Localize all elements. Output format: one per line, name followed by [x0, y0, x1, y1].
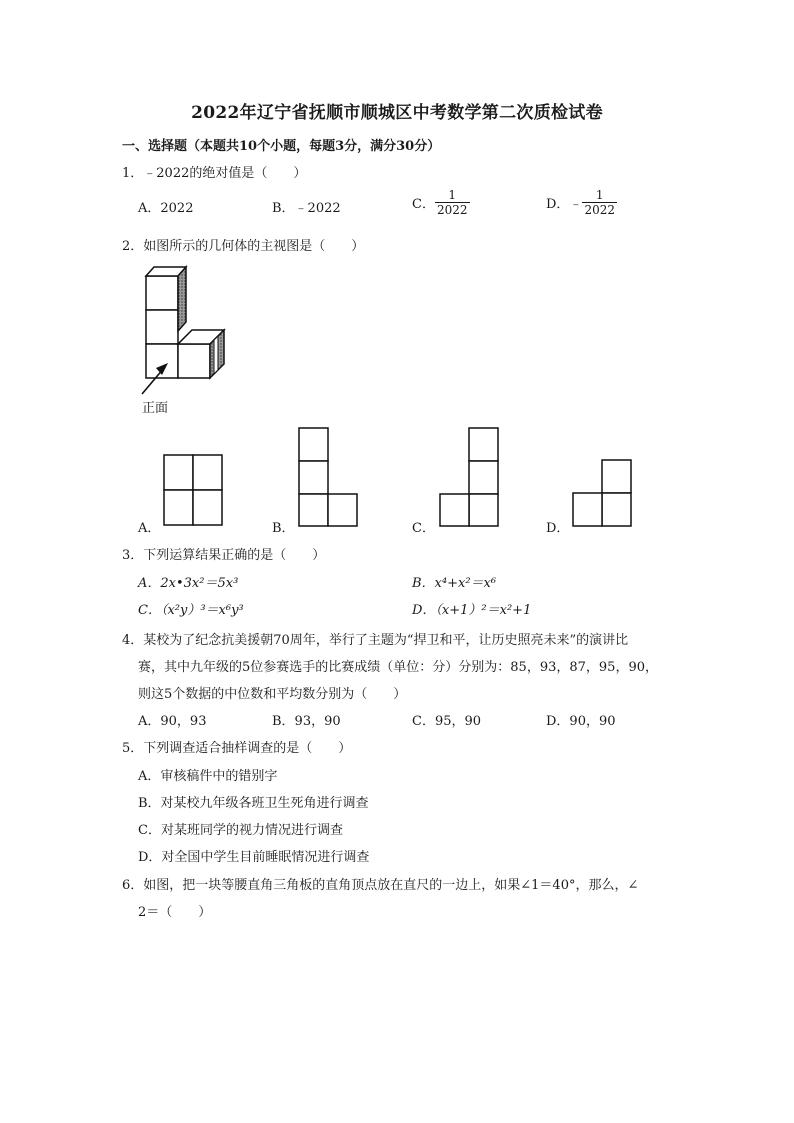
front-label: 正面: [142, 401, 169, 416]
q2-option-b-figure: [298, 427, 360, 529]
q2-option-c-label: C．: [412, 521, 435, 536]
q1-option-d-numerator: 1: [582, 188, 617, 203]
q1-option-c-prefix: C．: [412, 197, 435, 212]
question-4-line-3: 则这5个数据的中位数和平均数分别为（ ）: [138, 687, 407, 702]
q5-option-c: C．对某班同学的视力情况进行调查: [138, 823, 343, 838]
column-side-face: [178, 267, 186, 331]
q1-option-d-fraction: [582, 188, 617, 217]
cube-face-middle: [146, 310, 178, 344]
q1-option-a: A．2022: [138, 201, 194, 216]
q3-option-d: D．（x+1）²＝x²+1: [412, 603, 532, 618]
q2-option-b-label: B．: [272, 521, 295, 536]
q4-option-b: B．93，90: [272, 714, 341, 729]
solid-figure: [130, 262, 240, 392]
q4-option-a: A．90，93: [138, 714, 207, 729]
q1-option-d: [546, 188, 617, 217]
q3-option-b: B．x⁴+x²＝x⁶: [412, 576, 497, 591]
q2-option-a-figure: [163, 454, 225, 528]
q2-option-a-label: A．: [138, 521, 161, 536]
question-6-line-2: 2＝（ ）: [138, 905, 212, 920]
question-2-stem: 2．如图所示的几何体的主视图是（ ）: [122, 239, 365, 254]
q1-option-c: [412, 188, 470, 217]
q1-option-b: B．﹣2022: [272, 201, 341, 216]
question-4-line-1: 4．某校为了纪念抗美援朝70周年，举行了主题为“捍卫和平，让历史照亮未来”的演讲比: [122, 633, 629, 648]
cube-face-top: [146, 276, 178, 310]
q1-option-c-fraction: [435, 188, 470, 217]
question-5-stem: 5．下列调查适合抽样调查的是（ ）: [122, 741, 352, 756]
q1-option-d-denominator: 2022: [584, 203, 615, 217]
page-title: 2022年辽宁省抚顺市顺城区中考数学第二次质检试卷: [191, 103, 603, 123]
q4-option-d: D．90，90: [546, 714, 616, 729]
q5-option-b: B．对某校九年级各班卫生死角进行调查: [138, 796, 369, 811]
q3-option-a: A．2x•3x²＝5x³: [138, 576, 239, 591]
q5-option-a: A．审核稿件中的错别字: [138, 769, 278, 784]
q2-option-d-label: D．: [546, 521, 570, 536]
q1-option-c-numerator: 1: [435, 188, 470, 203]
question-3-stem: 3．下列运算结果正确的是（ ）: [122, 548, 326, 563]
q3-option-c: C．（x²y）³＝x⁶y³: [138, 603, 244, 618]
question-1-stem: 1．﹣2022的绝对值是（ ）: [122, 166, 307, 181]
q2-option-d-figure: [572, 459, 634, 529]
q1-option-c-denominator: 2022: [436, 203, 468, 217]
cube-face-right: [178, 344, 210, 378]
section-heading: 一、选择题（本题共10个小题，每题3分，满分30分）: [122, 139, 441, 154]
q2-option-c-figure: [439, 427, 501, 529]
question-4-line-2: 赛，其中九年级的5位参赛选手的比赛成绩（单位：分）分别为：85，93，87，95，90，: [138, 660, 658, 675]
q4-option-c: C．95，90: [412, 714, 482, 729]
q1-option-d-prefix: D．﹣: [546, 197, 583, 212]
question-6-line-1: 6．如图，把一块等腰直角三角板的直角顶点放在直尺的一边上，如果∠1＝40°，那么，∠: [122, 878, 639, 893]
q5-option-d: D．对全国中学生目前睡眠情况进行调查: [138, 850, 370, 865]
